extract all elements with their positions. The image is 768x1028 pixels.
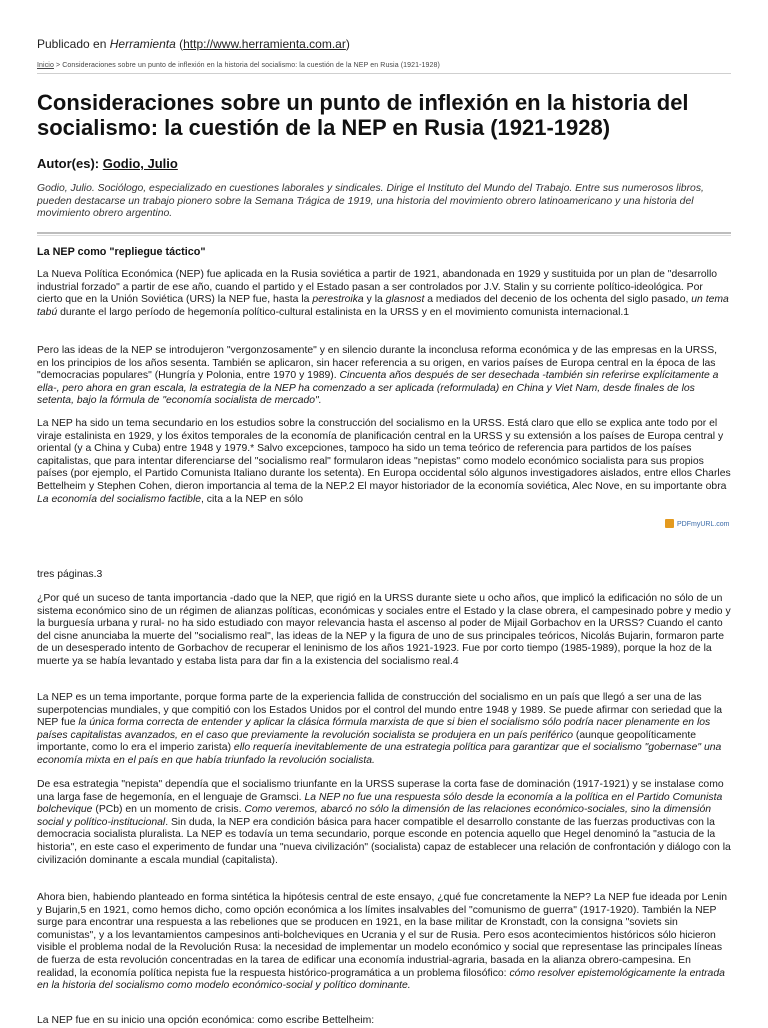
breadcrumb-home-link[interactable]: Inicio: [37, 62, 54, 69]
breadcrumb: [37, 62, 440, 69]
publication-link[interactable]: http://www.herramienta.com.ar: [183, 37, 346, 51]
divider: [37, 73, 731, 74]
paragraph: La NEP fue en su inicio una opción económica: como escribe Bettelheim:: [37, 1015, 375, 1026]
paragraph: Ahora bien, habiendo planteado en forma sintética la hipótesis central de este ensayo, ¿qué fue concretamente la NEP? La NEP fue ideada por Lenin y Bujarin,5 en 1921, como hemos dicho, como opción económica a los límites insalvables del "comunismo de guerra" (1917-1920). También la NEP surge para encontrar una respuesta a las rebeliones que se producen en 1921, en la base militar de Kronstadt, con la consigna "soviets sin comunistas", y a los levantamientos campesinos anti-bolcheviques en Ucrania y el sur de Rusia. Pero esos acontecimientos históricos sólo hicieron visible el problema nodal de la Revolución Rusa: la necesidad de implementar un modelo económico y social que representase las principales líneas de fuerza de esta revolución concentradas en la tarea de edificar una economía industrial-agraria, basada en la alianza obrero-campesina. En realidad, la economía política nepista fue la respuesta histórico-programática a un problema filosófico: cómo resolver epistemológicamente la entrada en la historia del socialismo como modelo económico-social y político dominante.: [37, 892, 728, 992]
paragraph: tres páginas.3: [37, 569, 103, 580]
paragraph: ¿Por qué un suceso de tanta importancia -dado que la NEP, que rigió en la URSS durante siete u ocho años, que implicó la edificación no sólo de un sistema económico sino de un régimen de alianzas políticas, económicas y sociales entre el Estado y la clase obrera, el campesinado pobre y medio y la burguesía urbana y rural- no ha sido estudiado con mayor relevancia hasta el ascenso al poder de Mijail Gorbachov en la URSS? Cuando el canto del cisne anunciaba la muerte del "socialismo real", las ideas de la NEP y la figura de uno de sus principales teóricos, Nicolás Bujarin, formaron parte de un desesperado intento de Gorbachov de recuperar el leninismo de los años 1921-1923. Fue por corto tiempo (1985-1989), porque la hoz de la muerte ya se había levantado y estaba lista para dar fin a la existencia del socialismo real.4: [37, 593, 731, 667]
paragraph: Pero las ideas de la NEP se introdujeron "vergonzosamente" y en silencio durante la inconclusa reforma económica y de las empresas en la URSS, en los principios de los años sesenta. También se aplicaron, sin hacer referencia a su origen, en varios países de Europa central en la época de las "democracias populares" (Hungría y Polonia, entre 1970 y 1989). Cincuenta años después de ser desechada -también sin referirse explícitamente a ella-, pero ahora en gran escala, la estrategia de la NEP ha comenzado a ser aplicada (reformulada) en China y Viet Nam, desde finales de los setenta, bajo la fórmula de "economía socialista de mercado".: [37, 345, 719, 407]
paragraph: La NEP es un tema importante, porque forma parte de la experiencia fallida de construcción del socialismo en un país que llegó a ser una de las superpotencias mundiales, y que compitió con los Estados Unidos por el control del mundo entre 1948 y 1989. Se puede afirmar con seriedad que la NEP fue la única forma correcta de entender y aplicar la clásica fórmula marxista de que si bien el socialismo sólo podría nacer plenamente en los países capitalistas avanzados, en el caso que previamente la revolución socialista se produjera en un país periférico (aunque geopolíticamente importante, como lo era el imperio zarista) ello requería inevitablemente de una estrategia política para garantizar que el socialismo "gobernase" una economía mixta en el país en que había triunfado la revolución socialista.: [37, 692, 723, 766]
author-link[interactable]: Godio, Julio: [102, 156, 178, 171]
pdfmyurl-label: PDFmyURL.com: [677, 521, 730, 528]
pdfmyurl-badge[interactable]: [665, 519, 730, 528]
article-title: Consideraciones sobre un punto de inflexión en la historia del socialismo: la cuestión de la NEP en Rusia (1921-1928): [37, 90, 689, 140]
paragraph: De esa estrategia "nepista" dependía que el socialismo triunfante en la URSS superase la corta fase de dominación (1917-1921) y se instalase como una larga fase de hegemonía, en el lenguaje de Gramsci. La NEP no fue una respuesta sólo desde la economía a la política en el Partido Comunista bolchevique (PCb) en un momento de crisis. Como veremos, abarcó no sólo la dimensión de las relaciones económico-sociales, sino la dimensión social y político-institucional. Sin duda, la NEP era condición básica para hacer compatible el desarrollo constante de las fuerzas productivas con la democracia socialista pluralista. La NEP es todavía un tema secundario, porque esconde en potencia aquello que Hegel denominó la "astucia de la historia", en este caso el experimento de fundar una "nueva civilización" (socialista) capaz de establecer una relación de confrontación y diálogo con la civilización dominante a escala mundial (capitalista).: [37, 779, 731, 866]
publication-line: [37, 37, 350, 51]
divider: [37, 235, 731, 236]
author-line: [37, 156, 178, 171]
section-heading: La NEP como "repliegue táctico": [37, 246, 206, 258]
publication-open-paren: (: [175, 37, 184, 51]
paragraph: La Nueva Política Económica (NEP) fue aplicada en la Rusia soviética a partir de 1921, abandonada en 1929 y sustituida por un plan de "desarrollo industrial forzado" a partir de ese año, cuando el partido y el Estado pasan a ser controlados por J.V. Stalin y su corriente político-ideológica. Por cierto que en la Unión Soviética (URS) la NEP fue, hasta la perestroika y la glasnost a mediados del decenio de los ochenta del siglo pasado, un tema tabú durante el largo período de hegemonía político-cultural estalinista en la URSS y en el movimiento comunista internacional.1: [37, 269, 729, 318]
publication-close-paren: ): [345, 37, 350, 51]
paragraph: La NEP ha sido un tema secundario en los estudios sobre la construcción del socialismo en la URSS. Está claro que ello se explica ante todo por el viraje estalinista en 1929, y los éxitos temporales de la economía de planificación central en la URSS y su extensión a los países de Europa central y oriental (y a China y Cuba) entre 1948 y 1979.* Salvo excepciones, tampoco ha sido un tema teórico de referencia para partidos de los países capitalistas, que para intentar diferenciarse del "socialismo real" formularon ideas "nepistas" como modelo económico socialista para sus propios países (por ejemplo, el Partido Comunista Italiano durante los setenta). En Europa occidental sólo algunos investigadores aislados, entre ellos Charles Bettelheim y Stephen Cohen, dieron importancia al tema de la NEP.2 El mayor historiador de la economía soviética, Alec Nove, en su importante obra La economía del socialismo factible, cita a la NEP en sólo: [37, 418, 731, 505]
divider: [37, 232, 731, 234]
author-label: Autor(es):: [37, 156, 103, 171]
publication-site: Herramienta: [109, 37, 176, 51]
pdf-icon: [665, 519, 674, 528]
author-bio: Godio, Julio. Sociólogo, especializado en cuestiones laborales y sindicales. Dirige el Instituto del Mundo del Trabajo. Entre sus numerosos libros, pueden destacarse un trabajo pionero sobre la Semana Trágica de 1919, una historia del movimiento obrero latinoamericano y una historia del movimiento obrero argentino.: [37, 183, 704, 220]
publication-prefix: Publicado en: [37, 37, 110, 51]
breadcrumb-trail: > Consideraciones sobre un punto de inflexión en la historia del socialismo: la cuestión de la NEP en Rusia (1921-1928): [53, 62, 440, 69]
